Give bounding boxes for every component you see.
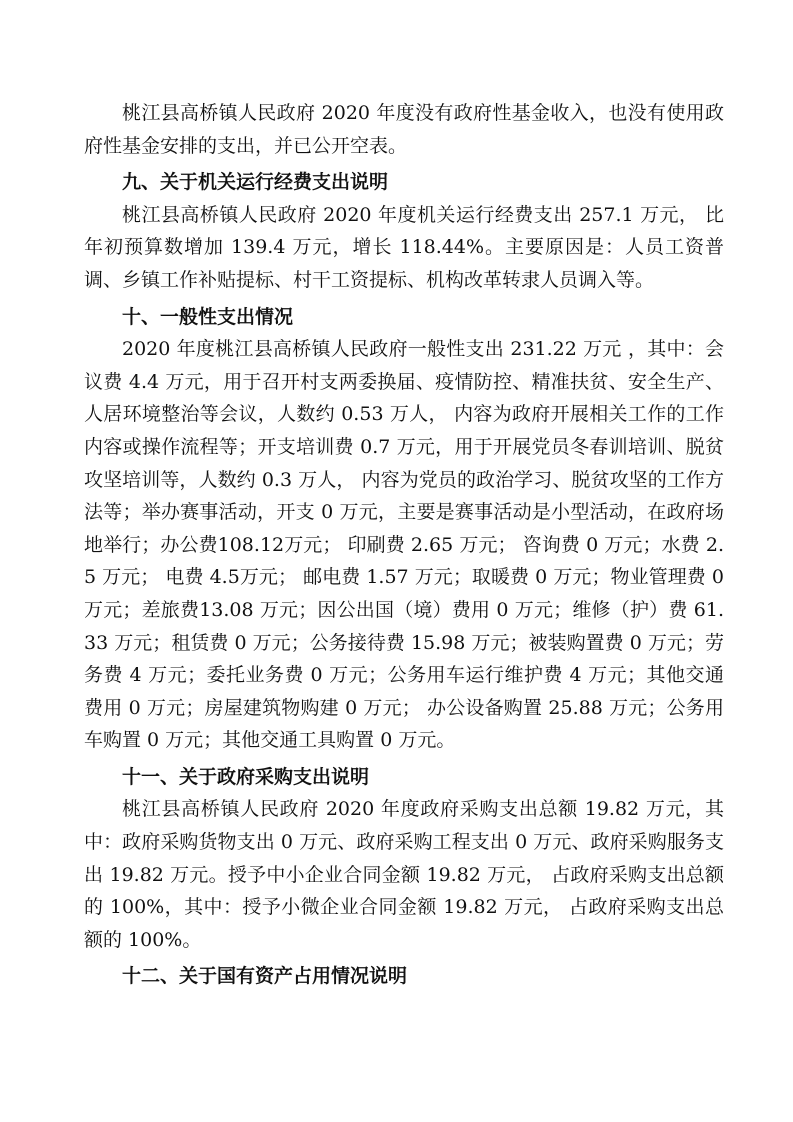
paragraph-government-fund: 桃江县高桥镇人民政府 2020 年度没有政府性基金收入，也没有使用政府性基金安排的支出，并已公开空表。 [84, 102, 724, 157]
section-heading-10: 十、一般性支出情况 [122, 305, 294, 328]
section-heading-11: 十一、关于政府采购支出说明 [122, 765, 370, 788]
section-heading-9: 九、关于机关运行经费支出说明 [122, 171, 389, 194]
paragraph-procurement: 桃江县高桥镇人民政府 2020 年度政府采购支出总额 19.82 万元，其中：政府采购货物支出 0 万元、政府采购工程支出 0 万元、政府采购服务支出 19.82 万元。授予中小企业合同金额 19.82 万元， 占政府采购支出总额的 100%，其中：授予小微企业合同金额 19.82 万元， 占政府采购支出总额的 100%。 [84, 798, 724, 951]
section-heading-12: 十二、关于国有资产占用情况说明 [122, 965, 408, 988]
paragraph-operating-expenses: 桃江县高桥镇人民政府 2020 年度机关运行经费支出 257.1 万元， 比年初预算数增加 139.4 万元，增长 118.44%。主要原因是：人员工资普调、乡镇工作补贴提标、村干工资提标、机构改革转隶人员调入等。 [84, 203, 724, 291]
paragraph-general-expenses: 2020 年度桃江县高桥镇人民政府一般性支出 231.22 万元 ，其中：会议费 4.4 万元，用于召开村支两委换届、疫情防控、精准扶贫、安全生产、人居环境整治等会议，人数约 0.53 万人， 内容为政府开展相关工作的工作内容或操作流程等；开支培训费 0.7 万元，用于开展党员冬春训培训、脱贫攻坚培训等，人数约 0.3 万人， 内容为党员的政治学习、脱贫攻坚的工作方法等；举办赛事活动，开支 0 万元，主要是赛事活动是小型活动，在政府场地举行；办公费108.12万元； 印刷费 2.65 万元； 咨询费 0 万元；水费 2.5 万元； 电费 4.5万元； 邮电费 1.57 万元；取暖费 0 万元；物业管理费 0 万元；差旅费13.08 万元；因公出国（境）费用 0 万元；维修（护）费 61.33 万元；租赁费 0 万元；公务接待费 15.98 万元；被装购置费 0 万元；劳务费 4 万元；委托业务费 0 万元；公务用车运行维护费 4 万元；其他交通费用 0 万元；房屋建筑物购建 0 万元； 办公设备购置 25.88 万元；公务用车购置 0 万元；其他交通工具购置 0 万元。 [84, 338, 724, 752]
document-body [84, 97, 724, 993]
